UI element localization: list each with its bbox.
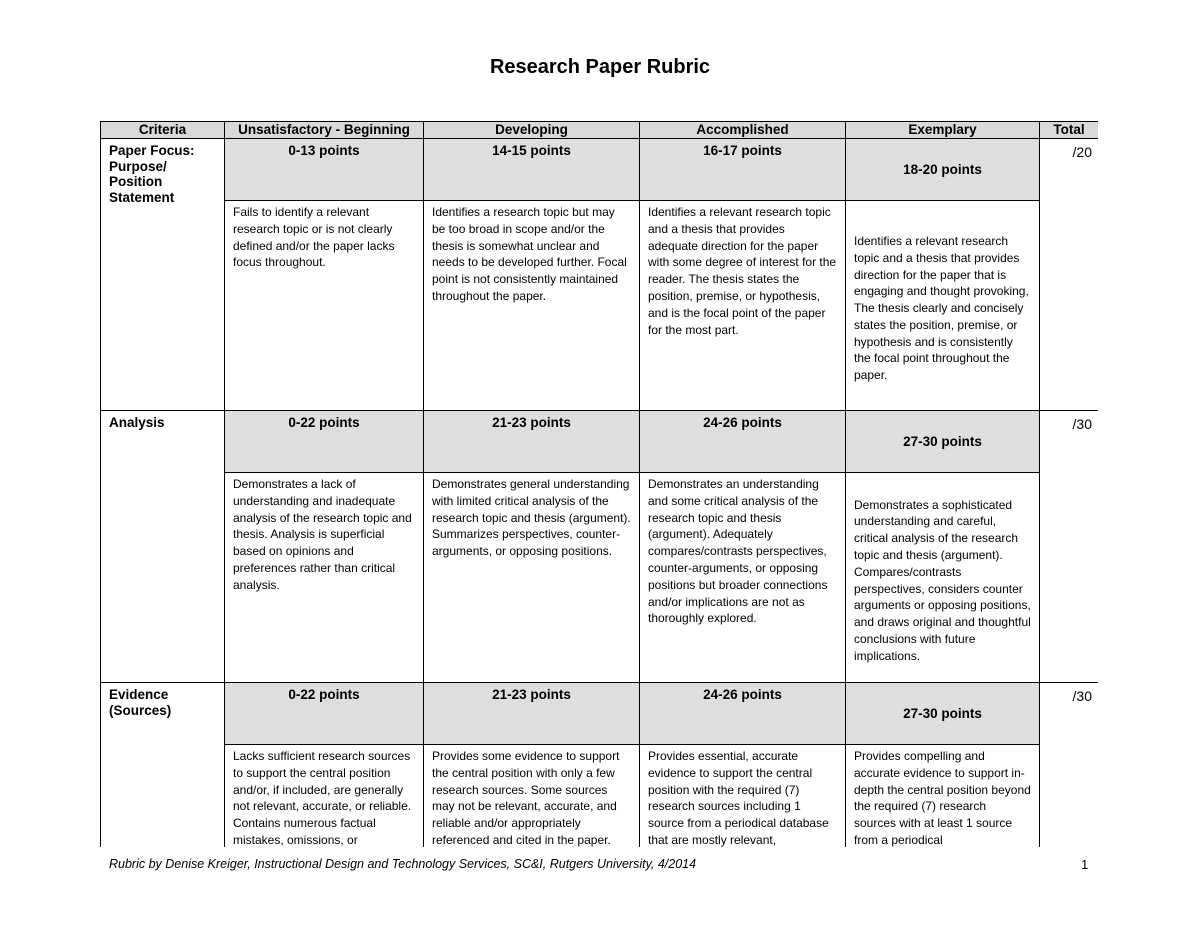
- points-cell: 21-23 points: [424, 411, 640, 473]
- header-row: [101, 122, 1099, 139]
- points-cell: 18-20 points: [846, 139, 1040, 201]
- description-cell: Identifies a research topic but may be too broad in scope and/or the thesis is somewhat unclear and needs to be developed further. Focal point is not consistently maintained throughout the paper.: [424, 201, 640, 411]
- points-cell: 16-17 points: [640, 139, 846, 201]
- points-cell: 0-22 points: [225, 683, 424, 745]
- total-cell-focus: /20: [1040, 139, 1099, 411]
- total-cell-evidence: /30: [1040, 683, 1099, 848]
- points-row-focus: [101, 139, 1099, 201]
- description-cell: Demonstrates a lack of understanding and inadequate analysis of the research topic and thesis. Analysis is superficial based on opinions and preferences rather than critical analysis.: [225, 473, 424, 683]
- description-cell: Lacks sufficient research sources to support the central position and/or, if included, are generally not relevant, accurate, or reliable. Contains numerous factual mistakes, omissions, or: [225, 745, 424, 848]
- description-cell: Identifies a relevant research topic and a thesis that provides adequate direction for the paper with some degree of interest for the reader. The thesis states the position, premise, or hypothesis, and is the focal point of the paper for the most part.: [640, 201, 846, 411]
- description-cell: Demonstrates general understanding with limited critical analysis of the research topic and thesis (argument). Summarizes perspectives, counter-arguments, or opposing positions.: [424, 473, 640, 683]
- footer-credit: Rubric by Denise Kreiger, Instructional Design and Technology Services, SC&I, Rutgers University, 4/2014: [109, 857, 697, 871]
- description-cell: Fails to identify a relevant research topic or is not clearly defined and/or the paper lacks focus throughout.: [225, 201, 424, 411]
- page-number: 1: [1081, 857, 1089, 872]
- header-developing: Developing: [424, 122, 640, 139]
- header-exemplary: Exemplary: [846, 122, 1040, 139]
- description-row-focus: [101, 201, 1099, 411]
- points-cell: 0-13 points: [225, 139, 424, 201]
- points-cell: 24-26 points: [640, 683, 846, 745]
- points-cell: 24-26 points: [640, 411, 846, 473]
- header-total: Total: [1040, 122, 1099, 139]
- description-cell: Identifies a relevant research topic and a thesis that provides direction for the paper that is engaging and thought provoking, The thesis clearly and concisely states the position, premise, or hypothesis and is consistently the focal point throughout the paper.: [846, 201, 1040, 411]
- points-row-analysis: [101, 411, 1099, 473]
- total-cell-analysis: /30: [1040, 411, 1099, 683]
- rubric-table-container: [100, 121, 1098, 847]
- criteria-cell-evidence: Evidence (Sources): [101, 683, 225, 848]
- description-cell: Provides compelling and accurate evidence to support in-depth the central position beyond the required (7) research sources with at least 1 source from a periodical: [846, 745, 1040, 848]
- points-cell: 27-30 points: [846, 411, 1040, 473]
- criteria-cell-analysis: Analysis: [101, 411, 225, 683]
- rubric-table: [100, 121, 1098, 847]
- points-cell: 0-22 points: [225, 411, 424, 473]
- header-accomplished: Accomplished: [640, 122, 846, 139]
- header-unsatisfactory: Unsatisfactory - Beginning: [225, 122, 424, 139]
- description-cell: Demonstrates a sophisticated understanding and careful, critical analysis of the research topic and thesis (argument). Compares/contrasts perspectives, considers counter arguments or opposing positions, and draws original and thoughtful conclusions with future implications.: [846, 473, 1040, 683]
- points-cell: 27-30 points: [846, 683, 1040, 745]
- points-row-evidence: [101, 683, 1099, 745]
- description-cell: Provides some evidence to support the central position with only a few research sources. Some sources may not be relevant, accurate, and reliable and/or appropriately referenced and cited in the paper.: [424, 745, 640, 848]
- page-title: Research Paper Rubric: [489, 56, 711, 78]
- description-row-evidence: [101, 745, 1099, 848]
- description-cell: Demonstrates an understanding and some critical analysis of the research topic and thesis (argument). Adequately compares/contrasts perspectives, counter-arguments, or opposing positions but broader connections and/or implications are not as thoroughly explored.: [640, 473, 846, 683]
- points-cell: 14-15 points: [424, 139, 640, 201]
- description-row-analysis: [101, 473, 1099, 683]
- description-cell: Provides essential, accurate evidence to support the central position with the required (7) research sources including 1 source from a periodical database that are mostly relevant,: [640, 745, 846, 848]
- header-criteria: Criteria: [101, 122, 225, 139]
- criteria-cell-focus: Paper Focus: Purpose/ Position Statement: [101, 139, 225, 411]
- points-cell: 21-23 points: [424, 683, 640, 745]
